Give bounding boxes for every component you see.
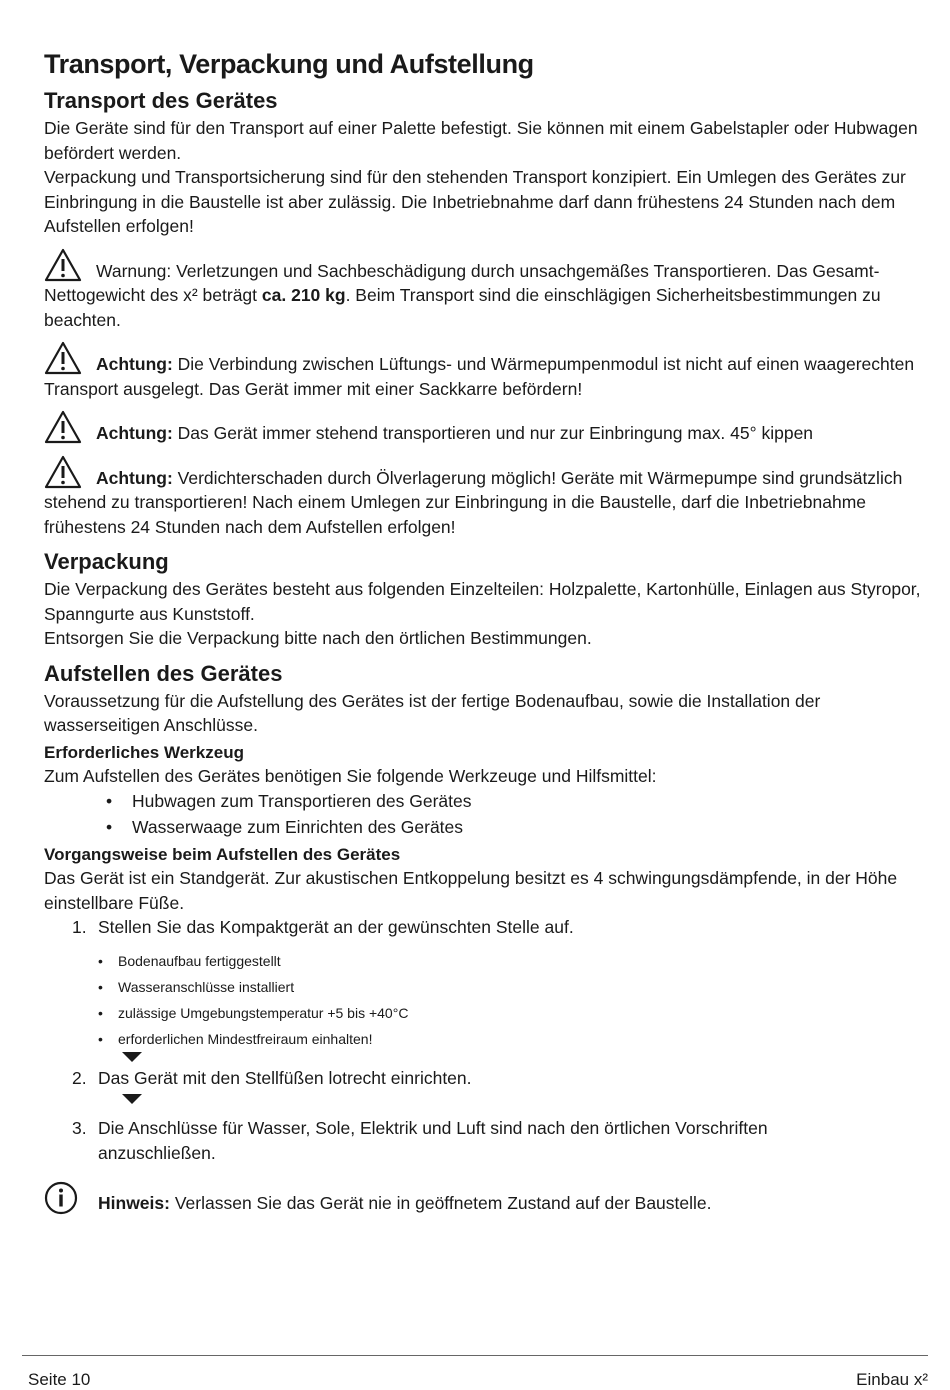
caution-text: Die Verbindung zwischen Lüftungs- und Wärmepumpenmodul ist nicht auf einen waagerechten Transport ausgelegt. Das Gerät immer mit einer Sackkarre befördern! <box>44 354 915 399</box>
step-number: 3. <box>72 1118 87 1138</box>
tools-heading: Erforderliches Werkzeug <box>44 742 244 762</box>
footer-section: Einbau x² <box>856 1370 928 1389</box>
procedure-heading: Vorgangsweise beim Aufstellen des Gerätes <box>44 845 401 864</box>
page-title: Transport, Verpackung und Aufstellung <box>44 49 534 79</box>
footer-divider <box>22 1355 928 1356</box>
hint-text: Verlassen Sie das Gerät nie in geöffnetem Zustand auf der Baustelle. <box>169 1193 712 1213</box>
warning-text-before: Verletzungen und Sachbeschädigung durch unsachgemäßes Transportieren. Das Gesamt-Nettogewicht des x² beträgt <box>44 260 880 305</box>
step-2 <box>44 1066 930 1091</box>
step-text: Die Anschlüsse für Wasser, Sole, Elektrik und Luft sind nach den örtlichen Vorschriften anzuschließen. <box>98 1118 768 1163</box>
list-item: • Wasserwaage zum Einrichten des Gerätes <box>44 814 930 840</box>
caution-text: Das Gerät immer stehend transportieren und nur zur Einbringung max. 45° kippen <box>172 423 814 443</box>
weight-value: ca. 210 kg <box>261 285 346 305</box>
list-item: • Wasseranschlüsse installiert <box>98 974 930 1000</box>
down-triangle-icon <box>122 1094 142 1104</box>
step-number: 1. <box>72 917 87 937</box>
transport-paragraph-1: Die Geräte sind für den Transport auf einer Palette befestigt. Sie können mit einem Gabelstapler oder Hubwagen befördert werden. <box>44 118 918 163</box>
step-number: 2. <box>72 1067 87 1088</box>
caution-note-3 <box>44 466 930 540</box>
packaging-paragraph-2: Entsorgen Sie die Verpackung bitte nach den örtlichen Bestimmungen. <box>44 628 592 648</box>
warning-text-after: . Beim Transport sind die einschlägigen Sicherheitsbestimmungen zu beachten. <box>44 285 881 330</box>
tools-intro: Zum Aufstellen des Gerätes benötigen Sie folgende Werkzeuge und Hilfsmittel: <box>44 765 657 786</box>
caution-label: Achtung: <box>96 467 173 488</box>
list-item: • erforderlichen Mindestfreiraum einhalten! <box>98 1026 930 1052</box>
list-item: • Hubwagen zum Transportieren des Gerätes <box>44 788 930 814</box>
caution-note-2 <box>44 421 930 446</box>
hint-label: Hinweis: <box>98 1193 170 1213</box>
step-text: Stellen Sie das Kompaktgerät an der gewünschten Stelle auf. <box>98 917 574 937</box>
step-1 <box>44 915 930 1052</box>
conditions-list <box>98 948 930 1052</box>
setup-heading: Aufstellen des Gerätes <box>44 660 283 686</box>
packaging-paragraph-1: Die Verpackung des Gerätes besteht aus folgenden Einzelteilen: Holzpalette, Kartonhülle, Einlagen aus Styropor, Spanngurte aus Kunststoff. <box>44 579 921 624</box>
procedure-steps-cont <box>44 1116 930 1165</box>
down-triangle-icon <box>122 1052 142 1062</box>
warning-label: Warnung: <box>96 260 172 281</box>
step-3 <box>44 1116 930 1165</box>
hint-note <box>44 1191 930 1216</box>
procedure-steps-cont <box>44 1066 930 1091</box>
packaging-heading: Verpackung <box>44 549 169 574</box>
transport-heading: Transport des Gerätes <box>44 88 278 113</box>
page-number: Seite 10 <box>28 1370 91 1389</box>
warning-triangle-icon <box>44 341 82 375</box>
caution-label: Achtung: <box>96 354 173 374</box>
document-page <box>44 46 930 1216</box>
info-circle-icon <box>44 1181 78 1215</box>
procedure-intro: Das Gerät ist ein Standgerät. Zur akustischen Entkoppelung besitzt es 4 schwingungsdämpfende, in der Höhe einstellbare Füße. <box>44 868 898 913</box>
setup-paragraph: Voraussetzung für die Aufstellung des Gerätes ist der fertige Bodenaufbau, sowie die Installation der wasserseitigen Anschlüsse. <box>44 690 821 735</box>
list-item: • zulässige Umgebungstemperatur +5 bis +40°C <box>98 1000 930 1026</box>
caution-label: Achtung: <box>96 423 173 443</box>
warning-triangle-icon <box>44 410 82 444</box>
caution-text: Verdichterschaden durch Ölverlagerung möglich! Geräte mit Wärmepumpe sind grundsätzlich stehend zu transportieren! Nach einem Umlegen zur Einbringung in die Baustelle, darf die Inbetriebnahme frühestens 24 Stunden nach dem Aufstellen erfolgen! <box>44 467 903 537</box>
step-text: Das Gerät mit den Stellfüßen lotrecht einrichten. <box>98 1067 472 1088</box>
warning-triangle-icon <box>44 248 82 282</box>
caution-note-1 <box>44 352 930 401</box>
transport-paragraph-2: Verpackung und Transportsicherung sind für den stehenden Transport konzipiert. Ein Umlegen des Gerätes zur Einbringung in die Baustelle ist aber zulässig. Die Inbetriebnahme darf dann frühestens 24 Stunden nach dem Aufstellen erfolgen! <box>44 167 906 236</box>
warning-triangle-icon <box>44 455 82 489</box>
tools-list <box>44 788 930 840</box>
list-item: • Bodenaufbau fertiggestellt <box>98 948 930 974</box>
procedure-steps <box>44 915 930 1052</box>
warning-note <box>44 259 930 333</box>
